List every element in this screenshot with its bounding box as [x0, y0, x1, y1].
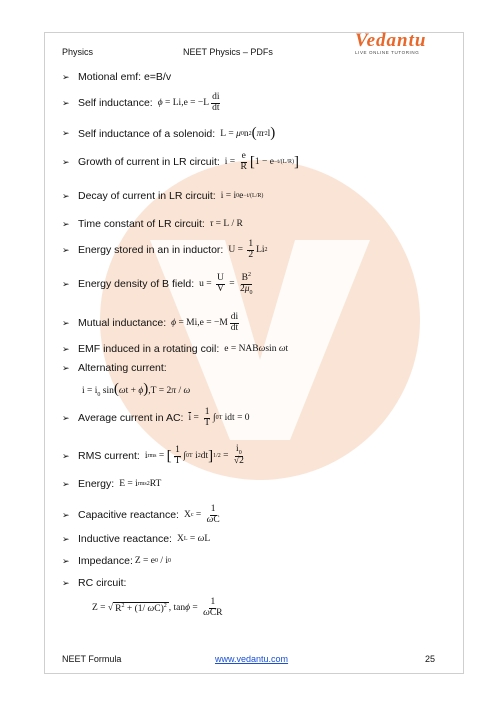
arrow-bullet-icon: ➢	[62, 97, 70, 108]
list-item	[62, 71, 171, 83]
item-label: Average current in AC:	[78, 412, 184, 425]
arrow-bullet-icon: ➢	[62, 71, 70, 82]
item-label: RC circuit:	[78, 577, 127, 589]
formula: E = i rms 2 RT	[119, 479, 162, 489]
formula: ϕ = Mi,e = −M $\frac{di}{dt}$	[171, 312, 239, 333]
formula: i = $\frac{e}{R}$ [ 1 − e −t/(L/R) ]	[224, 151, 300, 172]
item-label: Inductive reactance:	[78, 533, 172, 545]
item-label: Decay of current in LR circuit:	[78, 190, 216, 202]
list-item	[62, 555, 171, 567]
arrow-bullet-icon: ➢	[62, 509, 70, 520]
arrow-bullet-icon: ➢	[62, 533, 70, 544]
list-item	[62, 362, 167, 374]
item-label: EMF induced in a rotating coil:	[78, 343, 220, 355]
arrow-bullet-icon: ➢	[62, 478, 70, 489]
formula: Z = e 0 / i 0	[134, 556, 172, 566]
header-subject: Physics	[62, 47, 94, 57]
item-label: RMS current:	[78, 450, 140, 463]
list-item	[62, 408, 250, 429]
formula: $i = i_0$ sin(ωt + ϕ),T = 2π / ω	[82, 381, 191, 398]
item-label: Capacitive reactance:	[78, 509, 179, 522]
page-number: 25	[425, 654, 436, 664]
item-label: Impedance:	[78, 555, 133, 567]
vedantu-logo	[355, 30, 447, 55]
formula: L = μ 0 n 2 ( π r 2 l )	[220, 125, 276, 141]
formula: U = $\frac{1}{2}$ Li 2	[228, 239, 268, 260]
item-label: Energy:	[78, 478, 115, 490]
arrow-bullet-icon: ➢	[62, 278, 70, 289]
list-item	[62, 125, 275, 142]
item-label: Mutual inductance:	[78, 317, 167, 330]
arrow-bullet-icon: ➢	[62, 555, 70, 566]
list-item	[62, 93, 222, 114]
formula: X c = $\frac{1}{\omega C}$	[183, 504, 220, 525]
list-item	[62, 240, 268, 261]
header-title: NEET Physics – PDFs	[183, 47, 273, 57]
arrow-bullet-icon: ➢	[62, 317, 70, 328]
list-item	[62, 478, 161, 490]
formula: τ = L / R	[209, 219, 243, 229]
arrow-bullet-icon: ➢	[62, 218, 70, 229]
formula: Z = √ $R^2 + (1/$ ωC)$^2$ , tan ϕ = $\frac{1}{\text{ωCR}}$	[92, 597, 223, 618]
item-label: Alternating current:	[78, 362, 167, 374]
arrow-bullet-icon: ➢	[62, 343, 70, 354]
arrow-bullet-icon: ➢	[62, 450, 70, 461]
item-label: Motional emf: e=B/v	[78, 71, 172, 83]
logo-name: Vedantu	[355, 30, 427, 51]
item-label: Time constant of LR circuit:	[78, 218, 205, 230]
logo-tagline: LIVE ONLINE TUTORING	[355, 50, 420, 55]
arrow-bullet-icon: ➢	[62, 156, 70, 167]
formula: i rms = [ $\frac{1}{T}$ ∫ 0 T i 2 dt ] 1/2 = $\frac{i_0}{√2}$	[144, 444, 244, 467]
formula: $\overline{i}$ = $\frac{1}{T}$ ∫ 0 T idt = 0	[188, 407, 250, 428]
formula: ϕ = Li,e = −L $\frac{di}{dt}$	[157, 92, 220, 113]
item-label: Growth of current in LR circuit:	[78, 156, 220, 169]
item-label: Self inductance of a solenoid:	[78, 127, 216, 140]
arrow-bullet-icon: ➢	[62, 128, 70, 138]
list-item	[62, 218, 243, 230]
list-item	[62, 313, 241, 334]
list-item	[62, 343, 288, 355]
list-item	[62, 272, 256, 296]
arrow-bullet-icon: ➢	[62, 412, 70, 423]
list-item	[62, 577, 126, 589]
footer-website-link[interactable]: www.vedantu.com	[215, 654, 289, 664]
footer-label: NEET Formula	[62, 654, 122, 664]
formula: e = NAB ω sin ω t	[224, 344, 289, 354]
arrow-bullet-icon: ➢	[62, 577, 70, 588]
arrow-bullet-icon: ➢	[62, 190, 70, 201]
list-item	[62, 533, 210, 545]
list-item	[62, 152, 299, 173]
formula: X L = ω L	[176, 534, 211, 544]
formula: u = $\frac{U}{V}$ = $\frac{B^2}{2\mu_0}$	[199, 272, 253, 297]
list-item	[62, 190, 263, 202]
formula: i = i 0 e −t/(L/R)	[220, 191, 264, 201]
list-item	[62, 445, 247, 467]
arrow-bullet-icon: ➢	[62, 244, 70, 255]
arrow-bullet-icon: ➢	[62, 362, 70, 373]
item-label: Energy density of B field:	[78, 278, 195, 291]
list-item	[62, 505, 223, 526]
item-label: Self inductance:	[78, 97, 153, 110]
item-label: Energy stored in an in inductor:	[78, 244, 224, 257]
